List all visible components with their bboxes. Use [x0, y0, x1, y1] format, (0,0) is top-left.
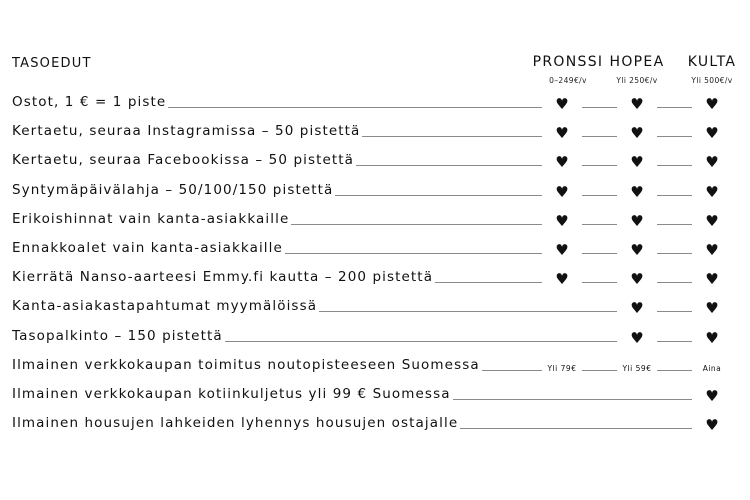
heart-icon: ♥: [630, 124, 644, 143]
tier-header-pronssi: [528, 54, 608, 85]
tier-cell-kulta: [692, 298, 732, 317]
tier-cell-hopea: [617, 123, 657, 142]
heart-icon: ♥: [705, 182, 719, 201]
tier-cell-kulta: [692, 240, 732, 259]
heart-icon: ♥: [555, 241, 569, 259]
heart-icon: ♥: [630, 270, 644, 289]
heart-icon: ♥: [630, 182, 644, 201]
tier-cell-pronssi: [542, 269, 582, 288]
tier-cell-pronssi: [542, 240, 582, 259]
tier-cell-hopea: [617, 269, 657, 288]
heart-icon: ♥: [705, 387, 719, 405]
tier-name: PRONSSI: [532, 54, 604, 70]
tier-cell-kulta: [692, 415, 732, 434]
heart-icon: ♥: [705, 124, 719, 143]
tier-cell-value: Aina: [702, 363, 722, 373]
heart-icon: ♥: [630, 95, 644, 113]
table-row: [12, 147, 742, 171]
tier-cell-kulta: [692, 211, 732, 230]
heart-icon: ♥: [630, 241, 644, 259]
heart-icon: ♥: [705, 241, 719, 259]
table-row: [12, 323, 742, 347]
heart-icon: ♥: [630, 328, 644, 347]
table-row: [12, 235, 742, 259]
heart-icon: ♥: [555, 95, 569, 113]
tier-cell-hopea: [617, 211, 657, 230]
tier-cell-hopea: [617, 356, 657, 376]
tier-cell-pronssi: [542, 152, 582, 171]
table-row: [12, 118, 742, 142]
heart-icon: ♥: [705, 328, 719, 347]
benefit-label: Ennakkoalet vain kanta-asiakkaille: [12, 240, 283, 256]
tier-range: 0–249€/v: [549, 76, 587, 85]
heart-icon: ♥: [555, 211, 569, 230]
tier-cell-hopea: [617, 152, 657, 171]
tier-cell-pronssi: [542, 356, 582, 376]
tier-cell-pronssi: [542, 94, 582, 113]
tier-cell-hopea: [617, 182, 657, 201]
tier-range: Yli 250€/v: [616, 76, 658, 85]
table-row: [12, 177, 742, 201]
tier-cell-kulta: [692, 182, 732, 201]
benefit-label: Erikoishinnat vain kanta-asiakkaille: [12, 210, 290, 227]
tier-cell-kulta: [692, 94, 732, 113]
tier-cell-kulta: [692, 123, 732, 142]
benefit-label: Ilmainen housujen lahkeiden lyhennys housujen ostajalle: [12, 415, 459, 432]
heart-icon: ♥: [555, 270, 569, 289]
heart-icon: ♥: [630, 299, 644, 318]
heart-icon: ♥: [705, 95, 719, 113]
benefit-label: Syntymäpäivälahja – 50/100/150 pistettä: [12, 181, 334, 198]
heart-icon: ♥: [705, 153, 719, 172]
table-row: [12, 410, 742, 434]
tier-cell-pronssi: [542, 211, 582, 230]
tier-name: KULTA: [687, 54, 737, 70]
heart-icon: ♥: [555, 182, 569, 201]
heart-icon: ♥: [555, 124, 569, 143]
benefit-label: Kierrätä Nanso-aarteesi Emmy.fi kautta – 200 pistettä: [12, 269, 434, 286]
tier-name: HOPEA: [609, 54, 665, 70]
tier-cell-hopea: [617, 298, 657, 317]
table-row: [12, 381, 742, 405]
heart-icon: ♥: [630, 153, 644, 172]
tier-cell-value: Yli 79€: [547, 363, 577, 373]
tier-cell-hopea: [617, 94, 657, 113]
tier-cell-value: Yli 59€: [622, 363, 652, 373]
heart-icon: ♥: [705, 211, 719, 230]
table-row: [12, 352, 742, 376]
benefit-label: Ilmainen verkkokaupan toimitus noutopisteeseen Suomessa: [12, 356, 480, 373]
benefit-label: Kertaetu, seuraa Facebookissa – 50 pistettä: [12, 152, 355, 169]
table-row: [12, 293, 742, 317]
tier-cell-kulta: [692, 386, 732, 405]
benefit-label: Kanta-asiakastapahtumat myymälöissä: [12, 298, 318, 315]
benefit-label: Ilmainen verkkokaupan kotiinkuljetus yli 99 € Suomessa: [12, 386, 451, 402]
heart-icon: ♥: [705, 416, 719, 435]
tier-cell-pronssi: [542, 123, 582, 142]
tier-cell-hopea: [617, 240, 657, 259]
table-row: [12, 89, 742, 113]
tier-header-hopea: [597, 54, 677, 85]
benefit-label: Kertaetu, seuraa Instagramissa – 50 pistettä: [12, 123, 361, 140]
benefit-label: Tasopalkinto – 150 pistettä: [12, 327, 223, 344]
table-title: TASOEDUT: [12, 56, 92, 71]
benefit-label: Ostot, 1 € = 1 piste: [12, 94, 167, 110]
heart-icon: ♥: [630, 211, 644, 230]
tier-header-kulta: [672, 54, 750, 85]
table-row: [12, 206, 742, 230]
tier-cell-kulta: [692, 269, 732, 288]
tier-cell-kulta: [692, 356, 732, 376]
tier-cell-kulta: [692, 152, 732, 171]
heart-icon: ♥: [555, 153, 569, 172]
tier-range: Yli 500€/v: [691, 76, 733, 85]
tier-cell-kulta: [692, 328, 732, 347]
tier-cell-pronssi: [542, 182, 582, 201]
heart-icon: ♥: [705, 299, 719, 318]
tier-cell-hopea: [617, 328, 657, 347]
table-row: [12, 264, 742, 288]
heart-icon: ♥: [705, 270, 719, 289]
